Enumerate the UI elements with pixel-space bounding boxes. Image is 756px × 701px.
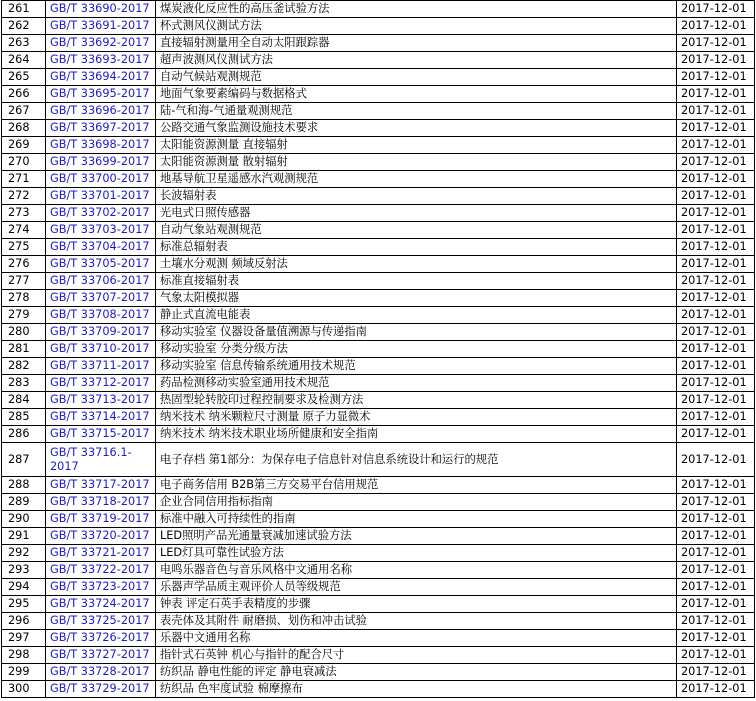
row-number: 287 [2, 443, 46, 477]
standard-code-link[interactable]: GB/T 33692-2017 [50, 36, 150, 49]
standard-code-link[interactable]: GB/T 33723-2017 [50, 580, 150, 593]
standard-code-link[interactable]: GB/T 33719-2017 [50, 512, 150, 525]
table-row [2, 596, 755, 613]
effective-date: 2017-12-01 [677, 528, 755, 545]
standard-code-cell [46, 613, 156, 630]
standards-table-container [1, 0, 755, 698]
effective-date: 2017-12-01 [677, 341, 755, 358]
standard-code-cell [46, 52, 156, 69]
standard-title: 自动气候站观测规范 [156, 69, 677, 86]
row-number: 281 [2, 341, 46, 358]
row-number: 300 [2, 681, 46, 698]
table-row [2, 664, 755, 681]
standard-title: 纳米技术 纳米技术职业场所健康和安全指南 [156, 426, 677, 443]
standard-code-cell [46, 256, 156, 273]
standard-title: 移动实验室 信息传输系统通用技术规范 [156, 358, 677, 375]
effective-date: 2017-12-01 [677, 205, 755, 222]
row-number: 291 [2, 528, 46, 545]
standard-title: 超声波测风仪测试方法 [156, 52, 677, 69]
table-row [2, 188, 755, 205]
standard-code-link[interactable]: GB/T 33726-2017 [50, 631, 150, 644]
effective-date: 2017-12-01 [677, 256, 755, 273]
effective-date: 2017-12-01 [677, 477, 755, 494]
standard-code-cell [46, 205, 156, 222]
standard-title: 表壳体及其附件 耐磨损、划伤和冲击试验 [156, 613, 677, 630]
standard-code-cell [46, 579, 156, 596]
standard-code-cell [46, 545, 156, 562]
standard-code-link[interactable]: GB/T 33707-2017 [50, 291, 150, 304]
effective-date: 2017-12-01 [677, 324, 755, 341]
standard-title: 移动实验室 分类分级方法 [156, 341, 677, 358]
row-number: 270 [2, 154, 46, 171]
standard-code-cell [46, 188, 156, 205]
effective-date: 2017-12-01 [677, 239, 755, 256]
standard-code-link[interactable]: GB/T 33690-2017 [50, 2, 150, 15]
standard-code-link[interactable]: GB/T 33705-2017 [50, 257, 150, 270]
row-number: 292 [2, 545, 46, 562]
effective-date: 2017-12-01 [677, 154, 755, 171]
effective-date: 2017-12-01 [677, 664, 755, 681]
standard-code-cell [46, 341, 156, 358]
standard-title: 企业合同信用指标指南 [156, 494, 677, 511]
table-row [2, 562, 755, 579]
row-number: 264 [2, 52, 46, 69]
standard-code-link[interactable]: GB/T 33696-2017 [50, 104, 150, 117]
table-row [2, 171, 755, 188]
row-number: 293 [2, 562, 46, 579]
table-row [2, 358, 755, 375]
effective-date: 2017-12-01 [677, 18, 755, 35]
row-number: 266 [2, 86, 46, 103]
row-number: 268 [2, 120, 46, 137]
effective-date: 2017-12-01 [677, 1, 755, 18]
standard-code-link[interactable]: GB/T 33724-2017 [50, 597, 150, 610]
standard-title: 太阳能资源测量 散射辐射 [156, 154, 677, 171]
table-row [2, 443, 755, 477]
standard-title: 自动气象站观测规范 [156, 222, 677, 239]
effective-date: 2017-12-01 [677, 409, 755, 426]
standard-code-link[interactable]: GB/T 33700-2017 [50, 172, 150, 185]
table-row [2, 579, 755, 596]
table-row [2, 86, 755, 103]
standard-code-link[interactable]: GB/T 33715-2017 [50, 427, 150, 440]
standard-code-cell [46, 273, 156, 290]
row-number: 286 [2, 426, 46, 443]
effective-date: 2017-12-01 [677, 494, 755, 511]
table-row [2, 222, 755, 239]
row-number: 294 [2, 579, 46, 596]
table-row [2, 494, 755, 511]
table-row [2, 545, 755, 562]
row-number: 263 [2, 35, 46, 52]
standard-code-cell [46, 103, 156, 120]
table-row [2, 409, 755, 426]
standard-code-cell [46, 324, 156, 341]
row-number: 279 [2, 307, 46, 324]
table-row [2, 154, 755, 171]
standard-code-cell [46, 630, 156, 647]
standard-title: 地基导航卫星遥感水汽观测规范 [156, 171, 677, 188]
effective-date: 2017-12-01 [677, 681, 755, 698]
standard-title: 电鸣乐器音色与音乐风格中文通用名称 [156, 562, 677, 579]
standard-title: 标准总辐射表 [156, 239, 677, 256]
standard-code-cell [46, 154, 156, 171]
effective-date: 2017-12-01 [677, 222, 755, 239]
standard-title: 静止式直流电能表 [156, 307, 677, 324]
table-row [2, 392, 755, 409]
standard-code-cell [46, 239, 156, 256]
standard-code-link[interactable]: GB/T 33693-2017 [50, 53, 150, 66]
standard-code-cell [46, 477, 156, 494]
effective-date: 2017-12-01 [677, 613, 755, 630]
standard-code-cell [46, 511, 156, 528]
table-row [2, 35, 755, 52]
effective-date: 2017-12-01 [677, 358, 755, 375]
standard-code-cell [46, 562, 156, 579]
standard-title: 乐器声学品质主观评价人员等级规范 [156, 579, 677, 596]
table-row [2, 256, 755, 273]
effective-date: 2017-12-01 [677, 630, 755, 647]
standard-code-cell [46, 392, 156, 409]
standard-code-link[interactable]: GB/T 33706-2017 [50, 274, 150, 287]
table-row [2, 137, 755, 154]
standard-code-cell [46, 681, 156, 698]
table-row [2, 120, 755, 137]
row-number: 289 [2, 494, 46, 511]
effective-date: 2017-12-01 [677, 596, 755, 613]
standard-code-link[interactable]: GB/T 33728-2017 [50, 665, 150, 678]
standard-code-cell [46, 1, 156, 18]
row-number: 265 [2, 69, 46, 86]
table-row [2, 341, 755, 358]
effective-date: 2017-12-01 [677, 511, 755, 528]
standard-code-link[interactable]: GB/T 33711-2017 [50, 359, 150, 372]
row-number: 272 [2, 188, 46, 205]
row-number: 269 [2, 137, 46, 154]
standard-code-cell [46, 358, 156, 375]
effective-date: 2017-12-01 [677, 69, 755, 86]
standard-title: 长波辐射表 [156, 188, 677, 205]
table-row [2, 647, 755, 664]
standard-code-link[interactable]: GB/T 33725-2017 [50, 614, 150, 627]
effective-date: 2017-12-01 [677, 120, 755, 137]
row-number: 280 [2, 324, 46, 341]
row-number: 262 [2, 18, 46, 35]
standard-code-link[interactable]: GB/T 33709-2017 [50, 325, 150, 338]
effective-date: 2017-12-01 [677, 103, 755, 120]
table-row [2, 528, 755, 545]
effective-date: 2017-12-01 [677, 137, 755, 154]
effective-date: 2017-12-01 [677, 307, 755, 324]
row-number: 277 [2, 273, 46, 290]
standard-code-cell [46, 426, 156, 443]
standard-title: 土壤水分观测 频域反射法 [156, 256, 677, 273]
effective-date: 2017-12-01 [677, 562, 755, 579]
row-number: 299 [2, 664, 46, 681]
effective-date: 2017-12-01 [677, 86, 755, 103]
standard-code-cell [46, 120, 156, 137]
standard-code-cell [46, 528, 156, 545]
standard-code-cell [46, 494, 156, 511]
table-row [2, 324, 755, 341]
standard-code-cell [46, 35, 156, 52]
table-row [2, 18, 755, 35]
standard-title: 地面气象要素编码与数据格式 [156, 86, 677, 103]
standard-code-cell [46, 222, 156, 239]
standard-title: 指针式石英钟 机心与指针的配合尺寸 [156, 647, 677, 664]
row-number: 298 [2, 647, 46, 664]
effective-date: 2017-12-01 [677, 647, 755, 664]
row-number: 285 [2, 409, 46, 426]
standard-title: 杯式测风仪测试方法 [156, 18, 677, 35]
standard-code-cell [46, 596, 156, 613]
standard-title: 电子存档 第1部分：为保存电子信息针对信息系统设计和运行的规范 [156, 443, 677, 477]
standard-title: 光电式日照传感器 [156, 205, 677, 222]
standard-code-link[interactable]: GB/T 33718-2017 [50, 495, 150, 508]
standards-table-body [2, 1, 755, 698]
standard-code-cell [46, 137, 156, 154]
table-row [2, 290, 755, 307]
standard-code-link[interactable]: GB/T 33694-2017 [50, 70, 150, 83]
standard-code-link[interactable]: GB/T 33691-2017 [50, 19, 150, 32]
standard-code-link[interactable]: GB/T 33701-2017 [50, 189, 150, 202]
standard-title: 标准中融入可持续性的指南 [156, 511, 677, 528]
table-row [2, 426, 755, 443]
table-row [2, 273, 755, 290]
standard-code-cell [46, 307, 156, 324]
standard-title: LED灯具可靠性试验方法 [156, 545, 677, 562]
table-row [2, 69, 755, 86]
row-number: 283 [2, 375, 46, 392]
standard-title: 钟表 评定石英手表精度的步骤 [156, 596, 677, 613]
effective-date: 2017-12-01 [677, 579, 755, 596]
table-row [2, 103, 755, 120]
standard-code-link[interactable]: GB/T 33703-2017 [50, 223, 150, 236]
effective-date: 2017-12-01 [677, 443, 755, 477]
row-number: 295 [2, 596, 46, 613]
standard-code-cell [46, 69, 156, 86]
row-number: 290 [2, 511, 46, 528]
table-row [2, 375, 755, 392]
table-row [2, 1, 755, 18]
standard-code-cell [46, 409, 156, 426]
standard-code-cell [46, 375, 156, 392]
standard-title: 电子商务信用 B2B第三方交易平台信用规范 [156, 477, 677, 494]
standard-code-link[interactable]: GB/T 33721-2017 [50, 546, 150, 559]
row-number: 288 [2, 477, 46, 494]
row-number: 278 [2, 290, 46, 307]
standard-code-link[interactable]: GB/T 33697-2017 [50, 121, 150, 134]
standard-code-cell [46, 647, 156, 664]
effective-date: 2017-12-01 [677, 52, 755, 69]
standard-code-link[interactable]: GB/T 33722-2017 [50, 563, 150, 576]
effective-date: 2017-12-01 [677, 290, 755, 307]
row-number: 284 [2, 392, 46, 409]
standard-code-link[interactable]: GB/T 33699-2017 [50, 155, 150, 168]
standard-code-cell [46, 171, 156, 188]
table-row [2, 239, 755, 256]
standard-title: 纳米技术 纳米颗粒尺寸测量 原子力显微术 [156, 409, 677, 426]
standard-title: 纺织品 色牢度试验 棉摩擦布 [156, 681, 677, 698]
standard-code-cell [46, 664, 156, 681]
table-row [2, 477, 755, 494]
row-number: 276 [2, 256, 46, 273]
standard-code-link[interactable]: GB/T 33713-2017 [50, 393, 150, 406]
row-number: 296 [2, 613, 46, 630]
standard-title: 陆-气和海-气通量观测规范 [156, 103, 677, 120]
effective-date: 2017-12-01 [677, 273, 755, 290]
effective-date: 2017-12-01 [677, 188, 755, 205]
standard-title: LED照明产品光通量衰减加速试验方法 [156, 528, 677, 545]
standard-code-link[interactable]: GB/T 33704-2017 [50, 240, 150, 253]
standard-code-link[interactable]: GB/T 33695-2017 [50, 87, 150, 100]
table-row [2, 613, 755, 630]
standard-title: 公路交通气象监测设施技术要求 [156, 120, 677, 137]
standard-code-link[interactable]: GB/T 33727-2017 [50, 648, 150, 661]
standard-code-link[interactable]: GB/T 33698-2017 [50, 138, 150, 151]
table-row [2, 681, 755, 698]
standard-code-link[interactable]: GB/T 33702-2017 [50, 206, 150, 219]
effective-date: 2017-12-01 [677, 35, 755, 52]
standard-code-link[interactable]: GB/T 33720-2017 [50, 529, 150, 542]
standard-title: 气象太阳模拟器 [156, 290, 677, 307]
standard-code-link[interactable]: GB/T 33716.1-2017 [50, 445, 132, 473]
table-row [2, 511, 755, 528]
effective-date: 2017-12-01 [677, 392, 755, 409]
row-number: 273 [2, 205, 46, 222]
standards-table [1, 0, 755, 698]
standard-code-link[interactable]: GB/T 33717-2017 [50, 478, 150, 491]
standard-title: 煤炭液化反应性的高压釜试验方法 [156, 1, 677, 18]
row-number: 271 [2, 171, 46, 188]
standard-code-link[interactable]: GB/T 33708-2017 [50, 308, 150, 321]
standard-title: 热固型轮转胶印过程控制要求及检测方法 [156, 392, 677, 409]
row-number: 297 [2, 630, 46, 647]
row-number: 267 [2, 103, 46, 120]
standard-title: 药品检测移动实验室通用技术规范 [156, 375, 677, 392]
standard-code-link[interactable]: GB/T 33710-2017 [50, 342, 150, 355]
effective-date: 2017-12-01 [677, 426, 755, 443]
effective-date: 2017-12-01 [677, 171, 755, 188]
row-number: 275 [2, 239, 46, 256]
standard-code-cell [46, 18, 156, 35]
row-number: 261 [2, 1, 46, 18]
standard-title: 乐器中文通用名称 [156, 630, 677, 647]
row-number: 274 [2, 222, 46, 239]
table-row [2, 205, 755, 222]
standard-code-link[interactable]: GB/T 33729-2017 [50, 682, 150, 695]
standard-title: 移动实验室 仪器设备量值溯源与传递指南 [156, 324, 677, 341]
effective-date: 2017-12-01 [677, 375, 755, 392]
standard-title: 纺织品 静电性能的评定 静电衰减法 [156, 664, 677, 681]
standard-code-link[interactable]: GB/T 33714-2017 [50, 410, 150, 423]
effective-date: 2017-12-01 [677, 545, 755, 562]
table-row [2, 630, 755, 647]
standard-code-cell [46, 86, 156, 103]
row-number: 282 [2, 358, 46, 375]
standard-title: 标准直接辐射表 [156, 273, 677, 290]
table-row [2, 307, 755, 324]
standard-code-cell [46, 443, 156, 477]
standard-title: 太阳能资源测量 直接辐射 [156, 137, 677, 154]
standard-code-cell [46, 290, 156, 307]
standard-code-link[interactable]: GB/T 33712-2017 [50, 376, 150, 389]
table-row [2, 52, 755, 69]
standard-title: 直接辐射测量用全自动太阳跟踪器 [156, 35, 677, 52]
